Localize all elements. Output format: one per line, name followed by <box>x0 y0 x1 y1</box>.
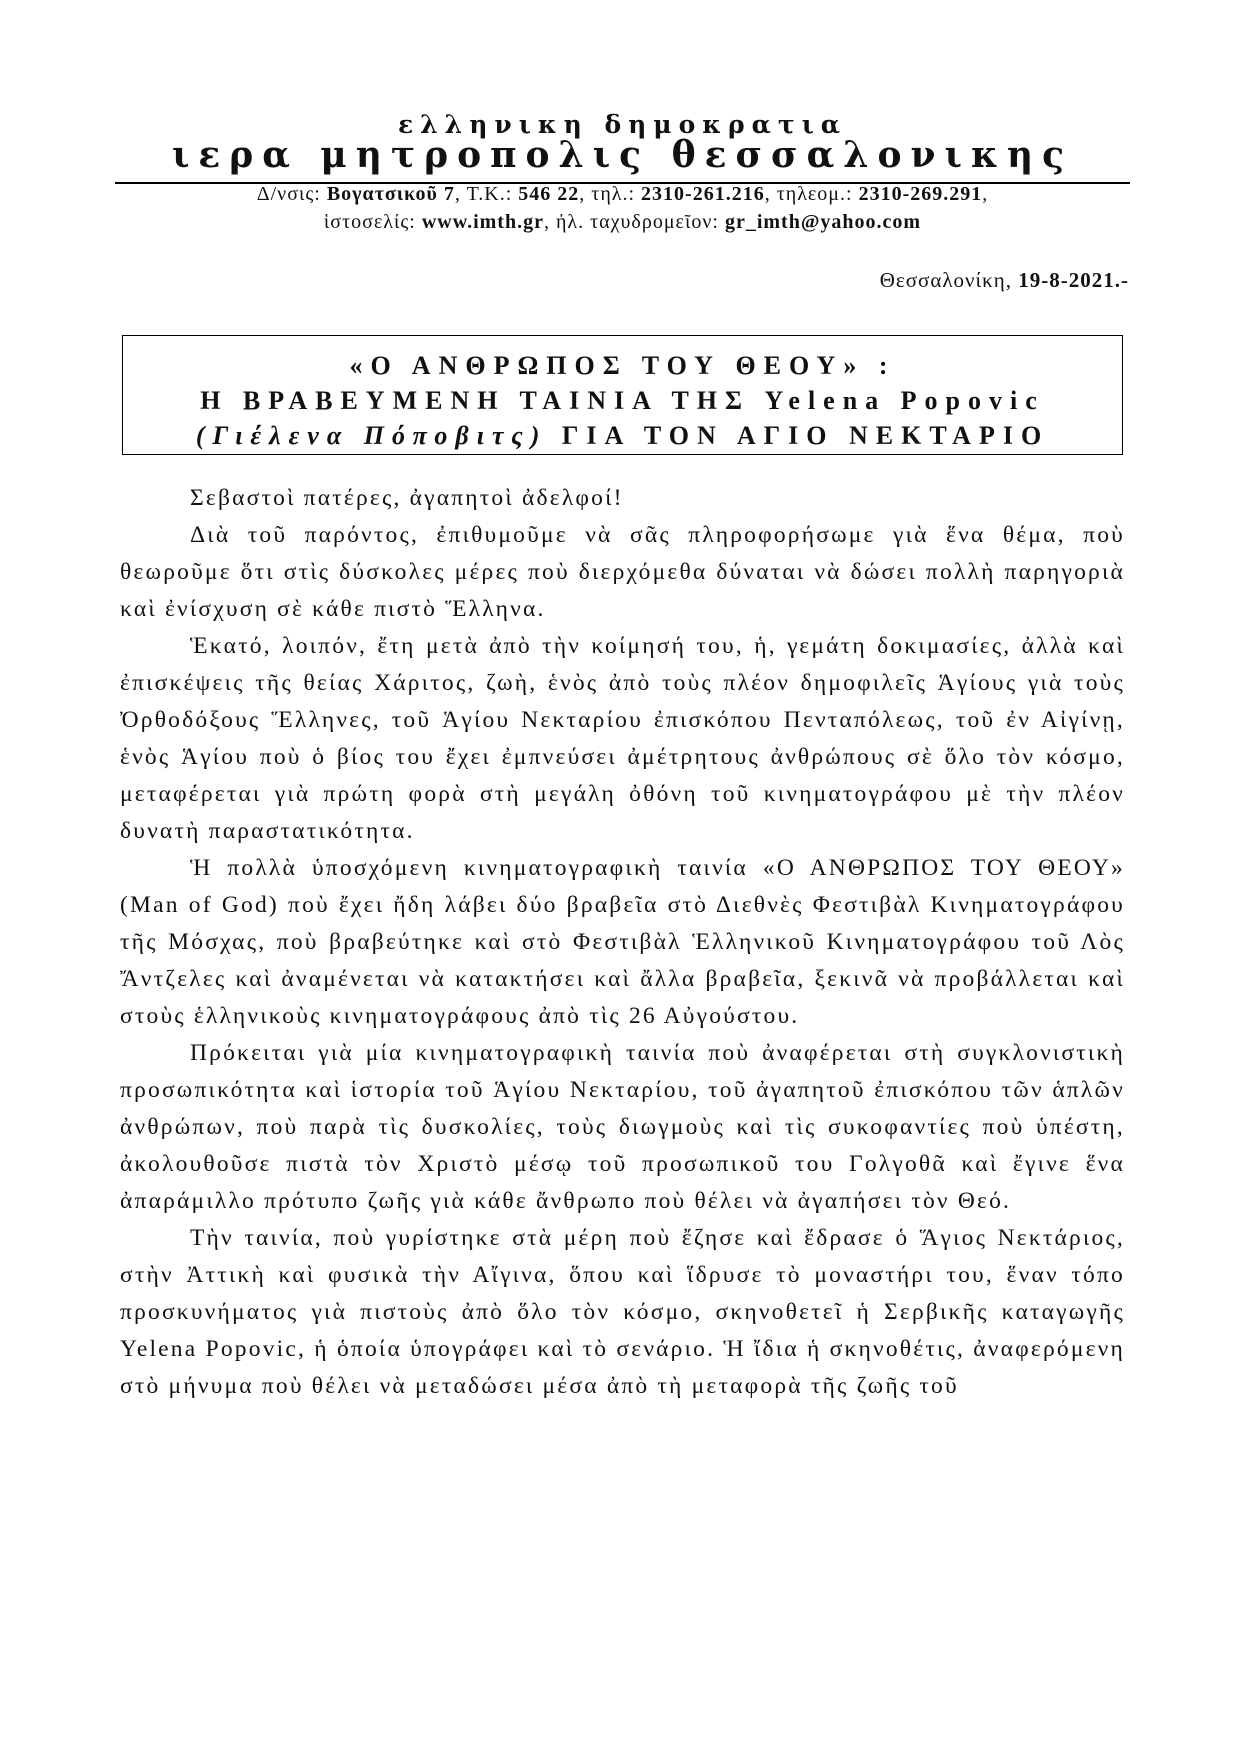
contact-line-1: Δ/νσις: Βογατσικοῦ 7, Τ.Κ.: 546 22, τηλ.: 2310-261.216, τηλεομ.: 2310-269.291, <box>256 183 989 205</box>
body-paragraph: Τὴν ταινία, ποὺ γυρίστηκε στὰ μέρη ποὺ ἔζησε καὶ ἔδρασε ὁ Ἅγιος Νεκτάριος, στὴν Ἀττικὴ καὶ φυσικὰ τὴν Αἴγινα, ὅπου καὶ ἵδρυσε τὸ μοναστήρι του, ἕναν τόπο προσκυνήματος γιὰ πιστοὺς ἀπὸ ὅλο τὸν κόσμο, σκηνοθετεῖ ἡ Σερβικῆς καταγωγῆς Yelena Popovic, ἡ ὁποία ὑπογράφει καὶ τὸ σενάριο. Ἡ ἴδια ἡ σκηνοθέτις, ἀναφερόμενη στὸ μήνυμα ποὺ θέλει νὰ μεταδώσει μέσα ἀπὸ τὴ μεταφορὰ τῆς ζωῆς τοῦ <box>120 1225 1125 1399</box>
dateline-suffix: .- <box>1114 268 1129 292</box>
title-line-3 <box>123 418 1122 453</box>
dateline-date: 19-8-2021 <box>1018 268 1115 292</box>
letterhead <box>115 110 1130 184</box>
body-paragraph: Ἡ πολλὰ ὑποσχόμενη κινηματογραφικὴ ταινία «Ο ΑΝΘΡΩΠΟΣ ΤΟΥ ΘΕΟΥ» (Man of God) ποὺ ἔχει ἤδη λάβει δύο βραβεῖα στὸ Διεθνὲς Φεστιβὰλ Κινηματογράφου τῆς Μόσχας, ποὺ βραβεύτηκε καὶ στὸ Φεστιβὰλ Ἑλληνικοῦ Κινηματογράφου τοῦ Λὸς Ἄντζελες καὶ ἀναμένεται νὰ κατακτήσει καὶ ἄλλα βραβεῖα, ξεκινᾶ νὰ προβάλλεται καὶ στοὺς ἑλληνικοὺς κινηματογράφους ἀπὸ τὶς 26 Αὐγούστου. <box>120 855 1125 1029</box>
fax-label: τηλεομ.: <box>776 183 853 205</box>
body-paragraph: Σεβαστοὶ πατέρες, ἀγαπητοὶ ἀδελφοί! <box>190 485 624 511</box>
fax-number: 2310-269.291 <box>858 183 983 205</box>
title-line-1: «Ο ΑΝΘΡΩΠΟΣ ΤΟΥ ΘΕΟΥ» : <box>349 351 896 380</box>
postal-label: Τ.Κ.: <box>466 183 513 205</box>
email-label: ἠλ. ταχυδρομεῖον: <box>555 211 719 233</box>
title-box <box>122 335 1123 455</box>
letterhead-metropolis: ιερα μητροπολις θεσσαλονικης <box>171 134 1074 176</box>
body-paragraph: Διὰ τοῦ παρόντος, ἐπιθυμοῦμε νὰ σᾶς πληροφορήσωμε γιὰ ἕνα θέμα, ποὺ θεωροῦμε ὅτι στὶς δύσκολες μέρες ποὺ διερχόμεθα δύναται νὰ δώσει πολλὴ παρηγοριὰ καὶ ἐνίσχυση σὲ κάθε πιστὸ Ἕλληνα. <box>120 522 1125 622</box>
contact-line-2: ἱστοσελίς: www.imth.gr, ἠλ. ταχυδρομεῖον: gr_imth@yahoo.com <box>323 211 922 233</box>
title-line-3-rest: ΓΙΑ ΤΟΝ ΑΓΙΟ ΝΕΚΤΑΡΙΟ <box>561 421 1050 450</box>
address-street: Βογατσικοῦ 7 <box>326 183 455 205</box>
postal-code: 546 22 <box>518 183 580 205</box>
dateline-city: Θεσσαλονίκη, <box>879 268 1012 292</box>
email-link[interactable]: gr_imth@yahoo.com <box>724 211 922 233</box>
website-link[interactable]: www.imth.gr <box>421 211 544 233</box>
phone-label: τηλ.: <box>591 183 636 205</box>
title-line-2: Η ΒΡΑΒΕΥΜΕΝΗ ΤΑΙΝΙΑ ΤΗΣ Yelena Popovic <box>200 386 1045 415</box>
contact-block <box>115 180 1130 236</box>
body-paragraph: Πρόκειται γιὰ μία κινηματογραφικὴ ταινία ποὺ ἀναφέρεται στὴ συγκλονιστικὴ προσωπικότητα καὶ ἱστορία τοῦ Ἁγίου Νεκταρίου, τοῦ ἀγαπητοῦ ἐπισκόπου τῶν ἁπλῶν ἀνθρώπων, ποὺ παρὰ τὶς δυσκολίες, τοὺς διωγμοὺς καὶ τὶς συκοφαντίες ποὺ ὑπέστη, ἀκολουθοῦσε πιστὰ τὸν Χριστὸ μέσῳ τοῦ προσωπικοῦ του Γολγοθᾶ καὶ ἔγινε ἕνα ἀπαράμιλλο πρότυπο ζωῆς γιὰ κάθε ἄνθρωπο ποὺ θέλει νὰ ἀγαπήσει τὸν Θεό. <box>120 1040 1125 1214</box>
phone-number: 2310-261.216 <box>641 183 765 205</box>
letterhead-republic: ελληνικη δημοκρατια <box>397 110 848 139</box>
address-label: Δ/νσις: <box>256 183 321 205</box>
letter-body <box>120 480 1125 1405</box>
dateline <box>880 268 1129 293</box>
body-paragraph: Ἑκατό, λοιπόν, ἔτη μετὰ ἀπὸ τὴν κοίμησή του, ἡ, γεμάτη δοκιμασίες, ἀλλὰ καὶ ἐπισκέψεις τῆς θείας Χάριτος, ζωὴ, ἑνὸς ἀπὸ τοὺς πλέον δημοφιλεῖς Ἁγίους γιὰ τοὺς Ὀρθοδόξους Ἕλληνες, τοῦ Ἁγίου Νεκταρίου ἐπισκόπου Πενταπόλεως, τοῦ ἐν Αἰγίνῃ, ἑνὸς Ἁγίου ποὺ ὁ βίος του ἔχει ἐμπνεύσει ἀμέτρητους ἀνθρώπους σὲ ὅλο τὸν κόσμο, μεταφέρεται γιὰ πρώτη φορὰ στὴ μεγάλη ὀθόνη τοῦ κινηματογράφου μὲ τὴν πλέον δυνατὴ παραστατικότητα. <box>120 633 1125 844</box>
website-label: ἱστοσελίς: <box>323 211 416 233</box>
title-line-3-italic: (Γιέλενα Πόποβιτς) <box>195 421 548 450</box>
